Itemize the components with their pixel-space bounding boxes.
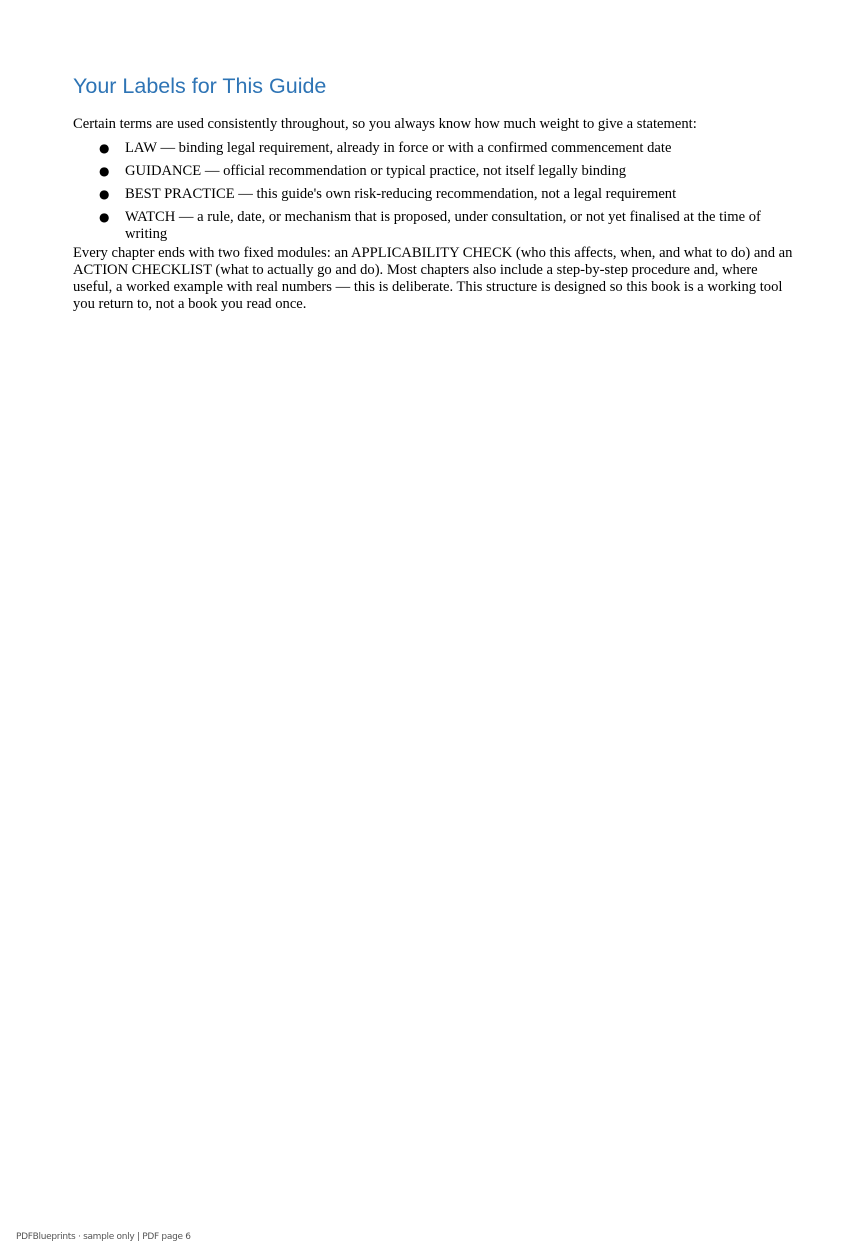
page-content [73,72,795,313]
list-item-text: BEST PRACTICE — this guide's own risk-reducing recommendation, not a legal requirement [125,186,677,202]
list-item-best-practice [73,186,795,203]
bullet-icon: ● [99,187,110,201]
bullet-icon: ● [99,141,110,155]
page-footer: PDFBlueprints · sample only | PDF page 6 [16,1232,191,1242]
labels-list [73,140,795,243]
list-item-law [73,140,795,157]
list-item-text: LAW — binding legal requirement, already in force or with a confirmed commencement date [125,140,672,156]
list-item-text: GUIDANCE — official recommendation or typical practice, not itself legally binding [125,163,627,179]
intro-paragraph: Certain terms are used consistently throughout, so you always know how much weight to give a statement: [73,116,697,132]
bullet-icon: ● [99,164,110,178]
list-item-watch [73,209,795,243]
list-item-text: WATCH — a rule, date, or mechanism that is proposed, under consultation, or not yet finalised at the time of writing [125,209,761,242]
bullet-icon: ● [99,210,110,224]
body-paragraph: Every chapter ends with two fixed modules: an APPLICABILITY CHECK (who this affects, when, and what to do) and an ACTION CHECKLIST (what to actually go and do). Most chapters also include a step-by-step procedure and, where useful, a worked example with real numbers — this is deliberate. This structure is designed so this book is a working tool you return to, not a book you read once. [73,245,793,312]
list-item-guidance [73,163,795,180]
section-heading: Your Labels for This Guide [73,74,327,98]
